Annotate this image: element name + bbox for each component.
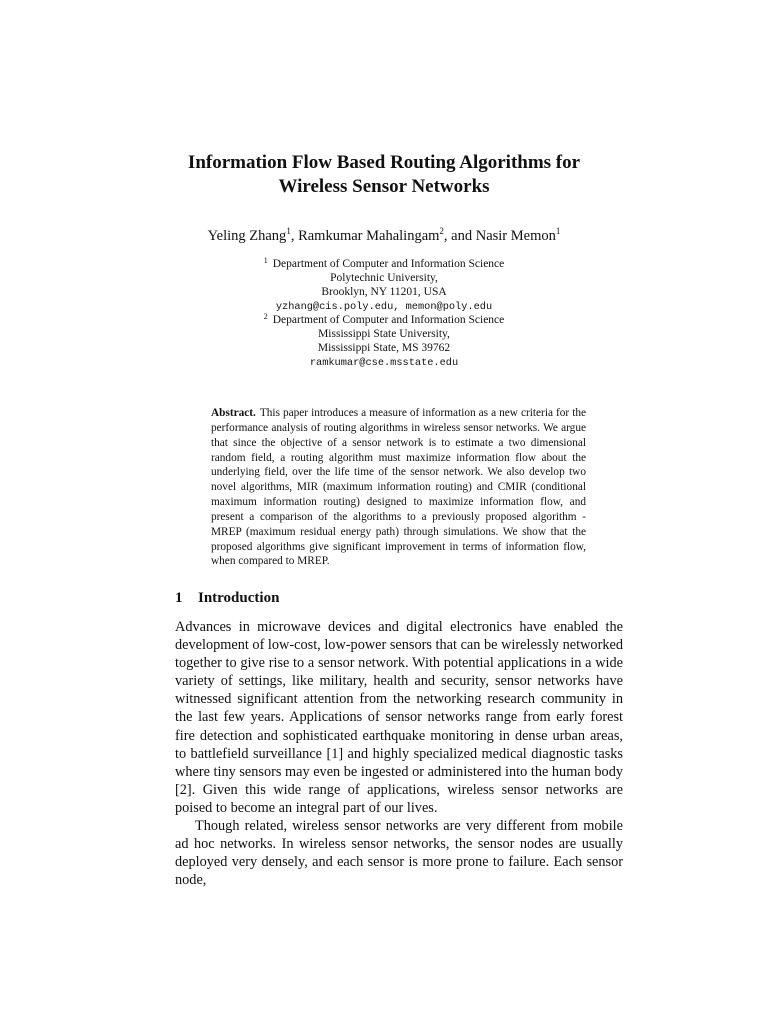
body-paragraph: Though related, wireless sensor networks are very different from mobile ad hoc networks. In wireless sensor networks, the sensor nodes are usually deployed very densely, and each sensor is more prone to failure. Each sensor node, <box>175 818 623 889</box>
author-separator: , and <box>443 228 476 244</box>
author-name: Ramkumar Mahalingam <box>298 228 440 244</box>
affiliation-block <box>150 257 618 314</box>
section-heading <box>175 589 279 607</box>
author-name: Yeling Zhang <box>207 228 287 244</box>
author-name: Nasir Memon <box>475 228 556 244</box>
affiliation-address: Mississippi State, MS 39762 <box>317 342 451 355</box>
affiliation-block <box>150 313 618 370</box>
title-line-2: Wireless Sensor Networks <box>278 176 490 197</box>
department-name: Department of Computer and Information Science <box>272 314 505 326</box>
affiliation-mark: 1 <box>263 256 268 265</box>
abstract-text: This paper introduces a measure of information as a new criteria for the performance analysis of routing algorithms in wireless sensor networks. We argue that since the objective of a sensor network is to estimate a two dimensional random field, a routing algorithm must maximize information flow about the underlying field, over the life time of the sensor network. We also develop two novel algorithms, MIR (maximum information routing) and CMIR (conditional maximum information routing) designed to maximize information flow, and present a comparison of the algorithms to a previously proposed algorithm - MREP (maximum residual energy path) through simulations. We show that the proposed algorithms give significant improvement in terms of information flow, when compared to MREP. <box>211 407 586 568</box>
author-affiliation-mark: 1 <box>286 226 291 236</box>
abstract <box>211 406 586 569</box>
body-paragraph: Advances in microwave devices and digital electronics have enabled the development of low-cost, low-power sensors that can be wirelessly networked together to give rise to a sensor network. With potential applications in a wide variety of settings, like military, health and security, sensor networks have witnessed significant attention from the networking research community in the last few years. Applications of sensor networks range from early forest fire detection and sophisticated earthquake monitoring in dense urban areas, to battlefield surveillance [1] and highly specialized medical diagnostic tasks where tiny sensors may even be ingested or administered into the human body [2]. Given this wide range of applications, wireless sensor networks are poised to become an integral part of our lives. <box>175 619 623 816</box>
department-name: Department of Computer and Information Science <box>272 258 505 270</box>
author-affiliation-mark: 2 <box>439 226 444 236</box>
affiliation-emails: ramkumar@cse.msstate.edu <box>309 356 459 369</box>
affiliation-mark: 2 <box>263 312 268 321</box>
abstract-label: Abstract. <box>211 407 256 419</box>
affiliation-institution: Mississippi State University, <box>318 328 450 341</box>
title-line-1: Information Flow Based Routing Algorithms for <box>187 152 581 173</box>
affiliation-department <box>150 313 618 327</box>
paper-title <box>100 151 668 199</box>
author-separator: , <box>290 228 299 244</box>
author-list <box>100 227 668 245</box>
affiliation-address: Brooklyn, NY 11201, USA <box>321 286 447 299</box>
affiliation-department <box>150 257 618 271</box>
section-body <box>175 618 623 889</box>
author-affiliation-mark: 1 <box>555 226 561 236</box>
affiliation-emails: yzhang@cis.poly.edu, memon@poly.edu <box>275 300 493 313</box>
section-number: 1 <box>175 590 183 606</box>
section-title: Introduction <box>198 590 280 606</box>
affiliation-institution: Polytechnic University, <box>330 272 438 285</box>
